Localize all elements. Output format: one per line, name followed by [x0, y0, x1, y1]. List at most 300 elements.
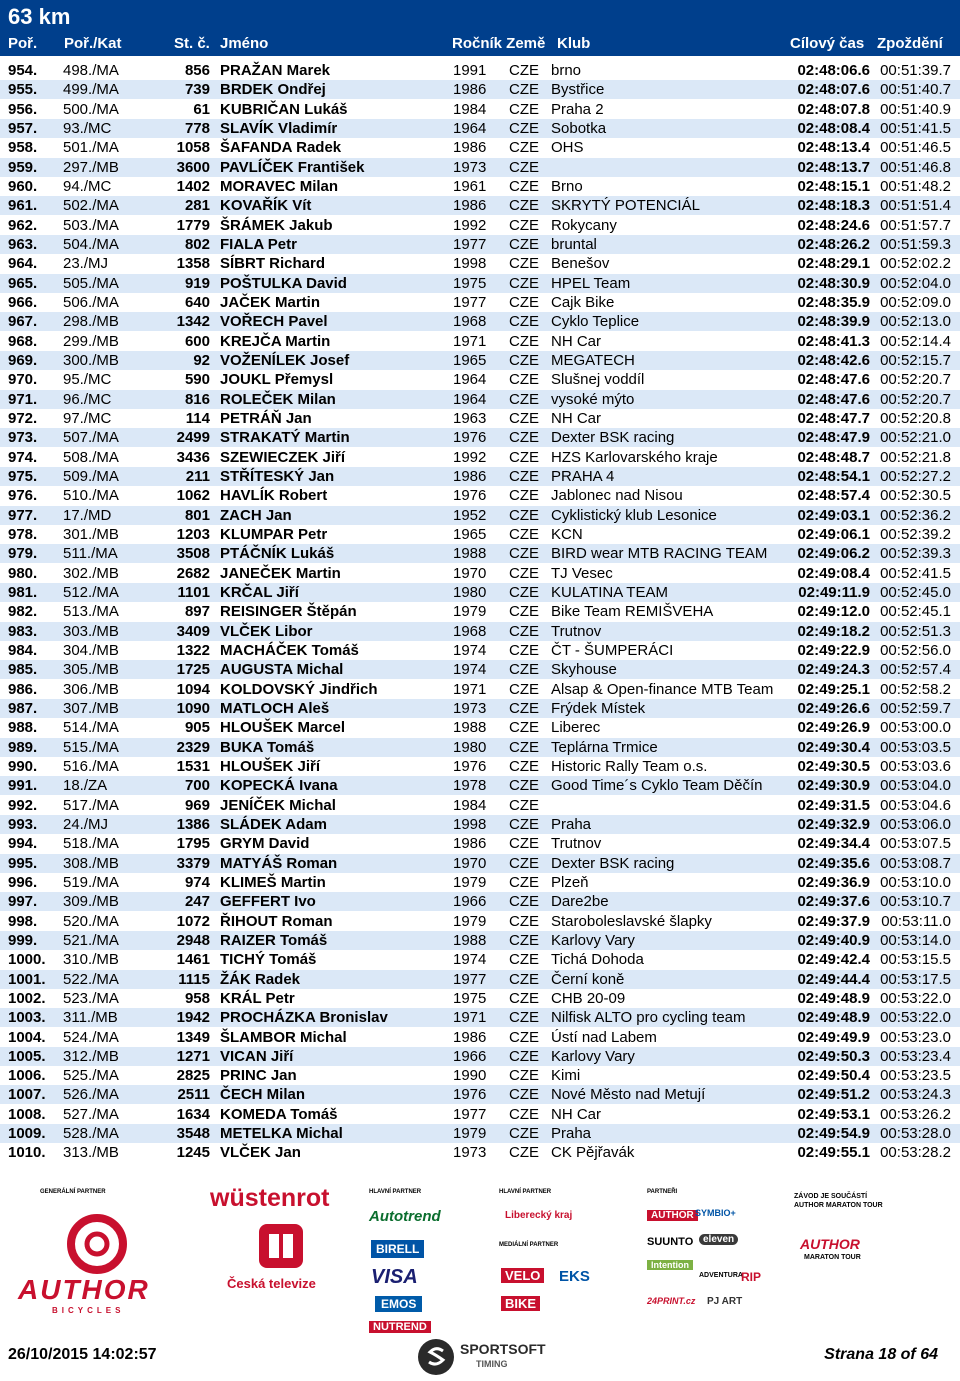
row-number: 1115 [178, 970, 210, 988]
row-delay: 00:52:58.2 [880, 680, 951, 698]
nutrend-logo: NUTREND [369, 1321, 431, 1333]
row-cat: 509./MA [63, 467, 119, 485]
row-time: 02:49:11.9 [798, 583, 870, 601]
row-time: 02:49:30.4 [797, 738, 870, 756]
row-cat: 519./MA [63, 873, 119, 891]
row-name: ROLEČEK Milan [220, 390, 336, 408]
row-club: Bike Team REMIŠVEHA [551, 603, 714, 621]
table-row [0, 834, 960, 853]
row-rank: 968. [8, 332, 38, 350]
row-year: 1986 [453, 197, 487, 215]
row-name: KLUMPAR Petr [220, 525, 328, 543]
row-country: CZE [509, 583, 539, 601]
row-time: 02:48:47.7 [797, 409, 870, 427]
ct-logo: Česká televize [227, 1276, 316, 1291]
row-name: VLČEK Jan [220, 1144, 301, 1162]
table-row [0, 196, 960, 215]
table-row [0, 293, 960, 312]
row-time: 02:49:25.1 [797, 680, 870, 698]
col-cat: Poř./Kat [64, 35, 122, 52]
row-club: MEGATECH [551, 351, 635, 369]
row-name: SLAVÍK Vladimír [220, 119, 338, 137]
author-logo: AUTHOR [18, 1274, 150, 1305]
row-name: KOPECKÁ Ivana [220, 777, 338, 795]
row-cat: 511./MA [63, 545, 118, 563]
row-club: Praha 2 [551, 100, 604, 118]
row-year: 1966 [453, 1047, 487, 1065]
row-delay: 00:52:57.4 [880, 661, 951, 679]
ct-logo-icon [257, 1222, 305, 1270]
row-name: SZEWIECZEK Jiří [220, 448, 346, 466]
row-name: PETRÁŇ Jan [220, 409, 312, 427]
row-cat: 312./MB [63, 1047, 119, 1065]
row-delay: 00:52:30.5 [880, 487, 951, 505]
row-name: STRAKATÝ Martin [220, 429, 350, 447]
row-club: bruntal [551, 235, 597, 253]
row-rank: 989. [8, 738, 38, 756]
row-delay: 00:53:03.6 [880, 757, 951, 775]
row-club: Brno [551, 177, 583, 195]
row-delay: 00:51:41.5 [880, 119, 951, 137]
row-number: 1402 [176, 177, 210, 195]
24print-logo: 24PRINT.cz [647, 1296, 696, 1306]
row-country: CZE [509, 757, 539, 775]
col-name: Jméno [220, 35, 269, 52]
row-cat: 501./MA [63, 139, 119, 157]
row-name: MATLOCH Aleš [220, 699, 330, 717]
row-time: 02:49:50.4 [797, 1067, 870, 1085]
sponsor-caption: MEDIÁLNÍ PARTNER [499, 1242, 559, 1248]
row-name: JANEČEK Martin [220, 564, 341, 582]
row-delay: 00:52:02.2 [880, 255, 951, 273]
row-year: 1984 [453, 796, 487, 814]
row-number: 801 [184, 506, 210, 524]
row-time: 02:49:32.9 [797, 815, 870, 833]
row-year: 1973 [453, 158, 487, 176]
row-club: Good Time´s Cyklo Team Děčín [551, 777, 763, 795]
row-delay: 00:51:39.7 [880, 62, 951, 79]
row-year: 1990 [453, 1067, 487, 1085]
row-cat: 502./MA [63, 197, 119, 215]
wustenrot-logo: wüstenrot [210, 1184, 330, 1212]
row-name: JENÍČEK Michal [220, 796, 336, 814]
page-title: 63 km [8, 4, 71, 29]
row-country: CZE [509, 796, 539, 814]
row-number: 3600 [176, 158, 210, 176]
row-delay: 00:53:23.4 [880, 1047, 951, 1065]
row-rank: 955. [8, 81, 38, 99]
row-rank: 961. [8, 197, 38, 215]
liberecky-logo: Liberecký kraj [505, 1210, 573, 1221]
row-number: 1342 [176, 313, 210, 331]
table-row [0, 486, 960, 505]
table-row [0, 1105, 960, 1124]
row-delay: 00:53:14.0 [880, 931, 951, 949]
row-country: CZE [509, 545, 539, 563]
row-time: 02:49:31.5 [797, 796, 870, 814]
row-year: 1973 [453, 1144, 487, 1162]
row-time: 02:48:18.3 [797, 197, 870, 215]
row-year: 1975 [453, 274, 487, 292]
row-rank: 982. [8, 603, 38, 621]
row-name: KRÁL Petr [220, 989, 295, 1007]
row-name: VOŘECH Pavel [220, 313, 328, 331]
row-club: TJ Vesec [551, 564, 613, 582]
row-cat: 300./MB [63, 351, 119, 369]
table-row [0, 1028, 960, 1047]
row-rank: 978. [8, 525, 38, 543]
row-club: Tichá Dohoda [551, 951, 644, 969]
row-year: 1979 [453, 1125, 487, 1143]
row-cat: 517./MA [63, 796, 119, 814]
row-year: 1968 [453, 622, 487, 640]
row-name: PROCHÁZKA Bronislav [220, 1009, 388, 1027]
row-number: 590 [184, 371, 210, 389]
row-delay: 00:52:59.7 [880, 699, 951, 717]
row-cat: 522./MA [63, 970, 119, 988]
row-year: 1988 [453, 719, 487, 737]
row-number: 739 [184, 81, 210, 99]
eleven-logo: eleven [699, 1234, 738, 1245]
table-row [0, 660, 960, 679]
row-rank: 1004. [8, 1028, 46, 1046]
row-delay: 00:52:20.7 [880, 371, 951, 389]
row-country: CZE [509, 1028, 539, 1046]
row-delay: 00:53:10.0 [880, 873, 951, 891]
row-country: CZE [509, 970, 539, 988]
row-year: 1968 [453, 313, 487, 331]
row-delay: 00:52:27.2 [880, 467, 951, 485]
row-cat: 499./MA [63, 81, 119, 99]
partners-group [645, 1180, 775, 1328]
table-row [0, 854, 960, 873]
table-row [0, 931, 960, 950]
row-rank: 971. [8, 390, 38, 408]
row-number: 2948 [176, 931, 210, 949]
table-row [0, 1008, 960, 1027]
row-delay: 00:51:57.7 [880, 216, 951, 234]
row-rank: 981. [8, 583, 38, 601]
row-delay: 00:51:46.5 [880, 139, 951, 157]
table-row [0, 370, 960, 389]
row-time: 02:48:24.6 [797, 216, 870, 234]
row-delay: 00:52:20.8 [880, 409, 951, 427]
row-time: 02:48:54.1 [797, 467, 870, 485]
row-country: CZE [509, 873, 539, 891]
row-time: 02:48:48.7 [797, 448, 870, 466]
row-country: CZE [509, 506, 539, 524]
row-cat: 23./MJ [63, 255, 109, 273]
row-rank: 969. [8, 351, 38, 369]
row-number: 778 [184, 119, 210, 137]
row-year: 1977 [453, 1105, 487, 1123]
row-number: 1461 [176, 951, 210, 969]
row-number: 1349 [176, 1028, 210, 1046]
row-country: CZE [509, 931, 539, 949]
row-club: NH Car [551, 1105, 602, 1123]
row-cat: 17./MD [63, 506, 112, 524]
row-cat: 518./MA [63, 835, 119, 853]
row-year: 1977 [453, 970, 487, 988]
row-time: 02:48:47.6 [797, 371, 870, 389]
row-country: CZE [509, 197, 539, 215]
adventura-logo: ADVENTURA [699, 1272, 743, 1279]
row-cat: 93./MC [63, 119, 112, 137]
row-time: 02:48:07.6 [797, 81, 870, 99]
row-year: 1971 [453, 680, 487, 698]
row-delay: 00:53:00.0 [880, 719, 951, 737]
row-delay: 00:53:23.0 [880, 1028, 951, 1046]
row-country: CZE [509, 467, 539, 485]
row-year: 1961 [453, 177, 487, 195]
row-delay: 00:52:41.5 [880, 564, 951, 582]
row-name: ČECH Milan [220, 1086, 306, 1104]
row-country: CZE [509, 81, 539, 99]
row-country: CZE [509, 100, 539, 118]
row-year: 1998 [453, 815, 487, 833]
row-club: Liberec [551, 719, 601, 737]
row-club: Bystřice [551, 81, 605, 99]
row-delay: 00:52:21.0 [880, 429, 951, 447]
row-year: 1964 [453, 371, 487, 389]
emos-logo: EMOS [375, 1296, 422, 1312]
pj-art-logo: PJ ART [707, 1296, 743, 1307]
row-number: 856 [184, 62, 210, 79]
row-rank: 1007. [8, 1086, 46, 1104]
row-time: 02:49:54.9 [797, 1125, 870, 1143]
row-rank: 992. [8, 796, 38, 814]
row-number: 1386 [176, 815, 210, 833]
row-club: Karlovy Vary [551, 931, 635, 949]
row-cat: 306./MB [63, 680, 119, 698]
row-number: 802 [184, 235, 210, 253]
row-name: JAČEK Martin [220, 293, 321, 311]
row-rank: 999. [8, 931, 38, 949]
table-row [0, 892, 960, 911]
row-club: Cyklistický klub Lesonice [551, 506, 717, 524]
row-year: 1986 [453, 81, 487, 99]
row-rank: 954. [8, 62, 38, 79]
row-time: 02:48:57.4 [797, 487, 870, 505]
row-year: 1964 [453, 119, 487, 137]
table-row [0, 583, 960, 602]
row-year: 1965 [453, 525, 487, 543]
row-country: CZE [509, 371, 539, 389]
results-header [0, 0, 960, 56]
row-country: CZE [509, 719, 539, 737]
row-name: JOUKL Přemysl [220, 371, 334, 389]
row-number: 1634 [176, 1105, 210, 1123]
row-number: 1072 [176, 912, 210, 930]
row-rank: 997. [8, 893, 38, 911]
row-number: 2511 [177, 1086, 210, 1104]
row-club: PRAHA 4 [551, 467, 615, 485]
row-delay: 00:53:08.7 [880, 854, 951, 872]
row-club: Dexter BSK racing [551, 854, 675, 872]
row-club: Historic Rally Team o.s. [551, 757, 708, 775]
row-rank: 984. [8, 641, 38, 659]
table-row [0, 699, 960, 718]
row-number: 1203 [176, 525, 210, 543]
row-delay: 00:51:51.4 [880, 197, 951, 215]
row-cat: 526./MA [63, 1086, 119, 1104]
row-country: CZE [509, 351, 539, 369]
row-year: 1986 [453, 1028, 487, 1046]
row-number: 61 [193, 100, 210, 118]
table-row [0, 216, 960, 235]
row-number: 640 [184, 293, 210, 311]
visa-logo: VISA [371, 1266, 418, 1288]
row-cat: 95./MC [63, 371, 112, 389]
row-name: GRYM David [220, 835, 310, 853]
row-year: 1980 [453, 738, 487, 756]
author-tour-sub: MARATON TOUR [804, 1254, 861, 1261]
table-row [0, 757, 960, 776]
row-delay: 00:53:22.0 [880, 989, 951, 1007]
sportsoft-logo [416, 1337, 546, 1377]
row-time: 02:49:24.3 [797, 661, 870, 679]
row-delay: 00:53:11.0 [881, 912, 951, 930]
row-rank: 976. [8, 487, 38, 505]
row-number: 700 [184, 777, 210, 795]
row-cat: 305./MB [63, 661, 119, 679]
row-name: REISINGER Štěpán [220, 603, 357, 621]
row-year: 1974 [453, 641, 487, 659]
row-country: CZE [509, 448, 539, 466]
row-name: KOMEDA Tomáš [220, 1105, 338, 1123]
row-rank: 960. [8, 177, 38, 195]
row-delay: 00:53:03.5 [880, 738, 951, 756]
row-delay: 00:52:20.7 [880, 390, 951, 408]
table-row [0, 138, 960, 157]
col-year-country: Ročník Země [452, 35, 546, 52]
row-country: CZE [509, 1009, 539, 1027]
table-row [0, 312, 960, 331]
sponsor-caption: GENERÁLNÍ PARTNER [40, 1189, 106, 1195]
row-year: 1963 [453, 409, 487, 427]
row-name: ŠLAMBOR Michal [220, 1028, 347, 1046]
row-time: 02:49:53.1 [797, 1105, 870, 1123]
row-year: 1965 [453, 351, 487, 369]
row-country: CZE [509, 119, 539, 137]
row-club: KCN [551, 525, 583, 543]
row-name: FIALA Petr [220, 235, 297, 253]
table-row [0, 525, 960, 544]
row-time: 02:48:26.2 [797, 235, 870, 253]
col-time: Cílový čas [790, 35, 865, 52]
row-name: TICHÝ Tomáš [220, 951, 317, 969]
table-row [0, 390, 960, 409]
row-time: 02:49:22.9 [797, 641, 870, 659]
row-country: CZE [509, 429, 539, 447]
row-rank: 995. [8, 854, 38, 872]
row-number: 905 [184, 719, 210, 737]
row-club: Nové Město nad Metují [551, 1086, 706, 1104]
table-row [0, 602, 960, 621]
row-number: 211 [185, 467, 210, 485]
row-rank: 967. [8, 313, 38, 331]
row-country: CZE [509, 139, 539, 157]
table-row [0, 622, 960, 641]
row-club: HPEL Team [551, 274, 631, 292]
row-year: 1979 [453, 873, 487, 891]
row-rank: 998. [8, 912, 38, 930]
row-club: Rokycany [551, 216, 617, 234]
row-name: POŠTULKA David [220, 274, 347, 292]
row-year: 1970 [453, 564, 487, 582]
row-delay: 00:53:06.0 [880, 815, 951, 833]
row-number: 1358 [176, 255, 210, 273]
row-time: 02:48:08.4 [797, 119, 870, 137]
row-delay: 00:52:14.4 [880, 332, 951, 350]
row-time: 02:49:48.9 [797, 1009, 870, 1027]
row-club: Karlovy Vary [551, 1047, 635, 1065]
row-time: 02:49:03.1 [797, 506, 870, 524]
row-name: GEFFERT Ivo [220, 893, 316, 911]
row-delay: 00:52:09.0 [880, 293, 951, 311]
series-group [790, 1180, 950, 1328]
row-name: MORAVEC Milan [220, 177, 339, 195]
row-cat: 297./MB [63, 158, 119, 176]
row-country: CZE [509, 893, 539, 911]
symbio-logo: SYMBIO+ [695, 1208, 736, 1218]
table-row [0, 738, 960, 757]
row-country: CZE [509, 912, 539, 930]
row-club: Alsap & Open-finance MTB Team [551, 680, 774, 698]
row-name: BRDEK Ondřej [220, 81, 326, 99]
row-cat: 97./MC [63, 409, 112, 427]
row-country: CZE [509, 332, 539, 350]
sportsoft-text: SPORTSOFT [460, 1341, 546, 1357]
table-row [0, 506, 960, 525]
row-name: KLIMEŠ Martin [220, 873, 326, 891]
row-time: 02:49:42.4 [797, 951, 870, 969]
row-country: CZE [509, 525, 539, 543]
row-country: CZE [509, 854, 539, 872]
row-rank: 990. [8, 757, 38, 775]
row-cat: 504./MA [63, 235, 119, 253]
row-country: CZE [509, 62, 539, 79]
row-number: 958 [184, 989, 210, 1007]
table-row [0, 448, 960, 467]
row-time: 02:48:06.6 [797, 62, 870, 79]
intention-logo: Intention [647, 1260, 693, 1270]
row-country: CZE [509, 641, 539, 659]
row-cat: 311./MB [63, 1009, 118, 1027]
row-delay: 00:52:45.1 [880, 603, 951, 621]
table-row [0, 1047, 960, 1066]
row-number: 1779 [176, 216, 210, 234]
row-year: 1976 [453, 757, 487, 775]
row-rank: 1005. [8, 1047, 46, 1065]
page-number: Strana 18 of 64 [824, 1346, 938, 1363]
row-delay: 00:53:22.0 [880, 1009, 951, 1027]
row-cat: 525./MA [63, 1067, 119, 1085]
row-country: CZE [509, 409, 539, 427]
row-country: CZE [509, 216, 539, 234]
row-delay: 00:52:45.0 [880, 583, 951, 601]
row-delay: 00:53:10.7 [880, 893, 951, 911]
row-time: 02:49:50.3 [797, 1047, 870, 1065]
row-time: 02:49:12.0 [797, 603, 870, 621]
row-cat: 503./MA [63, 216, 119, 234]
sponsor-strip [0, 1180, 960, 1333]
row-club: Ústí nad Labem [551, 1028, 657, 1046]
table-row [0, 100, 960, 119]
row-club: BIRD wear MTB RACING TEAM [551, 545, 768, 563]
row-time: 02:49:06.2 [797, 545, 870, 563]
table-row [0, 1143, 960, 1162]
